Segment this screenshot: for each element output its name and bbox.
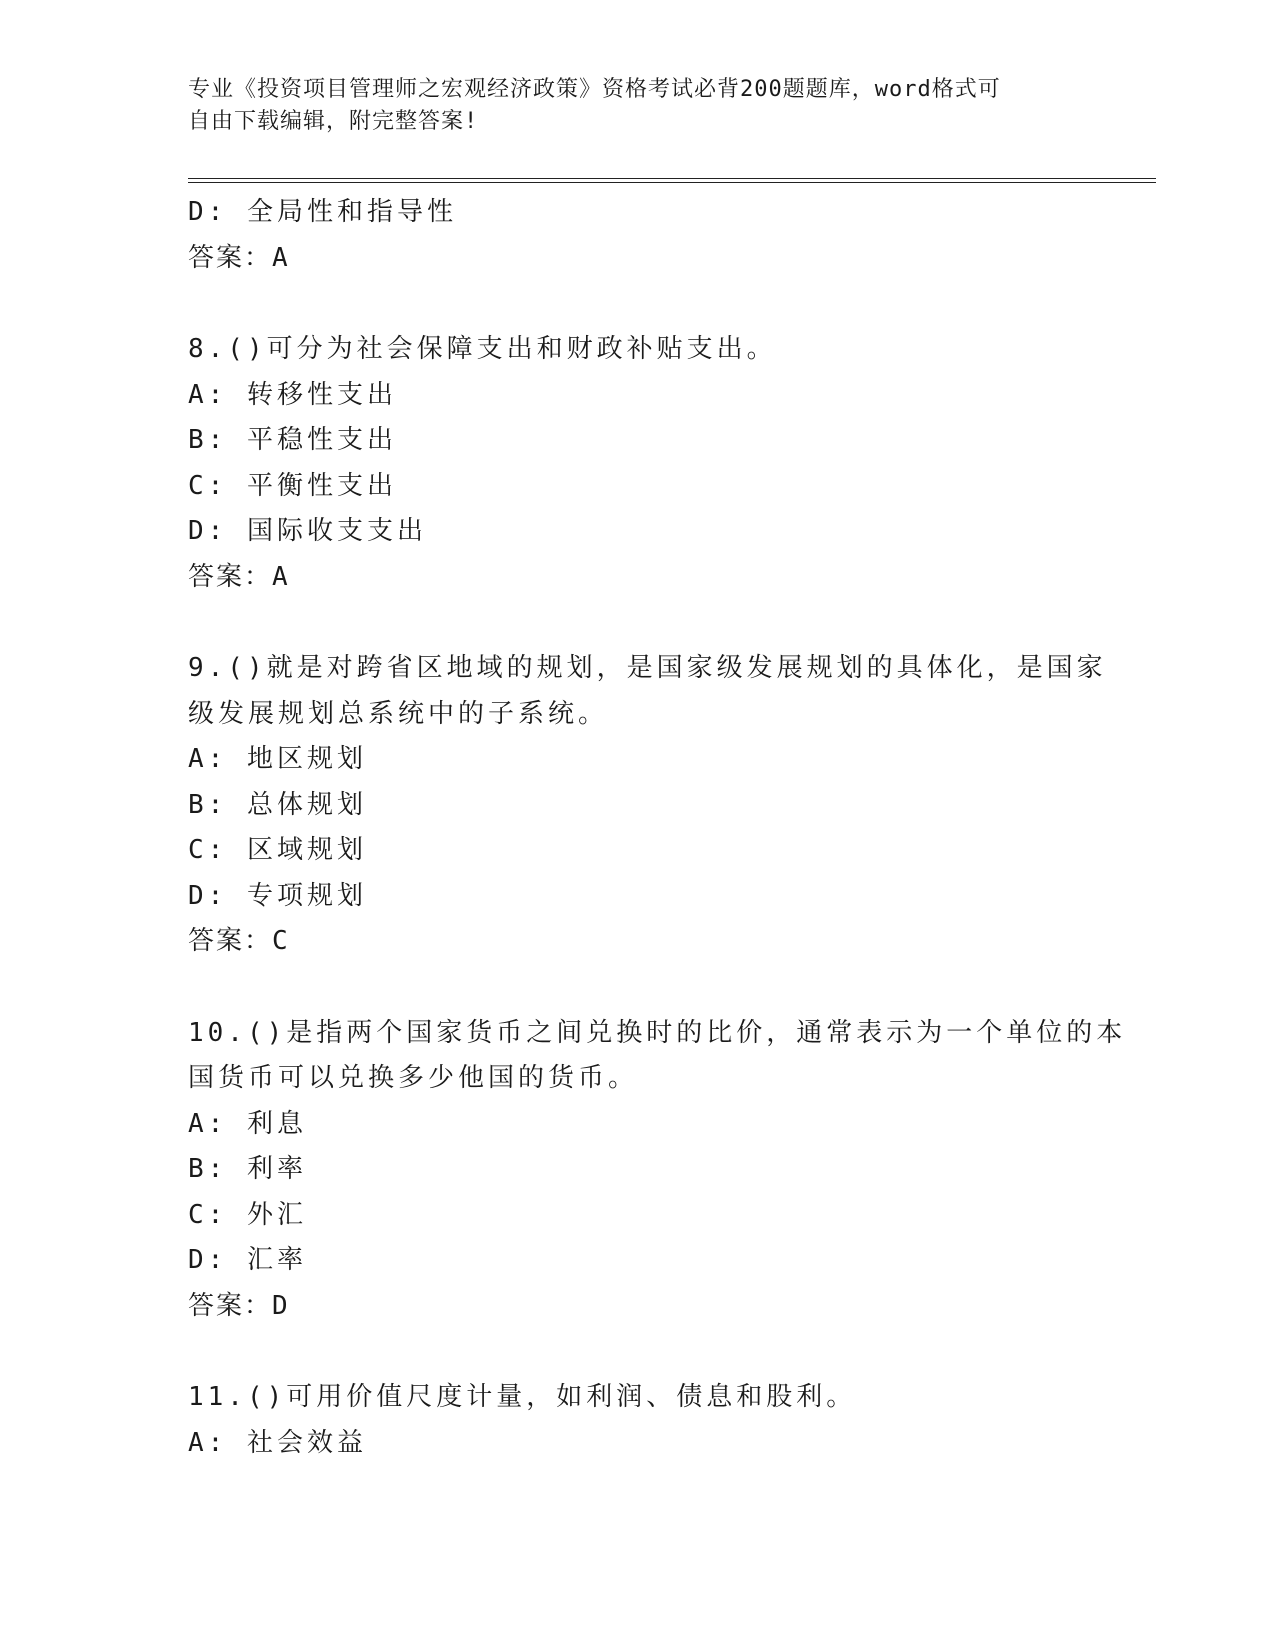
answer-line: 答案：C bbox=[188, 926, 290, 956]
question-8 bbox=[188, 327, 1088, 600]
option-b: B: 利率 bbox=[188, 1154, 307, 1184]
question-11 bbox=[188, 1375, 1088, 1466]
option-d: D: 全局性和指导性 bbox=[188, 197, 457, 227]
question-text: 11.()可用价值尺度计量，如利润、债息和股利。 bbox=[188, 1382, 857, 1412]
document-header bbox=[188, 74, 1088, 138]
option-b: B: 平稳性支出 bbox=[188, 425, 397, 455]
question-10 bbox=[188, 1011, 1127, 1330]
option-d: D: 专项规划 bbox=[188, 880, 367, 911]
option-a: A: 社会效益 bbox=[188, 1427, 367, 1458]
option-c: C: 区域规划 bbox=[188, 835, 367, 865]
header-line-1: 专业《投资项目管理师之宏观经济政策》资格考试必背200题题库，word格式可 bbox=[188, 77, 1001, 102]
previous-question-tail bbox=[188, 190, 1088, 281]
question-list bbox=[188, 190, 1127, 1466]
option-d: D: 国际收支支出 bbox=[188, 516, 427, 546]
option-c: C: 平衡性支出 bbox=[188, 470, 397, 501]
answer-line: 答案：D bbox=[188, 1290, 290, 1321]
option-d: D: 汇率 bbox=[188, 1245, 307, 1275]
option-b: B: 总体规划 bbox=[188, 789, 367, 820]
option-a: A: 利息 bbox=[188, 1108, 307, 1139]
header-line-2: 自由下载编辑，附完整答案! bbox=[188, 109, 479, 134]
question-9 bbox=[188, 646, 1107, 965]
question-text: 10.()是指两个国家货币之间兑换时的比价，通常表示为一个单位的本 bbox=[188, 1017, 1127, 1048]
option-a: A: 转移性支出 bbox=[188, 379, 397, 410]
option-c: C: 外汇 bbox=[188, 1199, 307, 1230]
question-text-continued: 国货币可以兑换多少他国的货币。 bbox=[188, 1063, 639, 1093]
question-text-continued: 级发展规划总系统中的子系统。 bbox=[188, 698, 609, 729]
question-text: 9.()就是对跨省区地域的规划，是国家级发展规划的具体化，是国家 bbox=[188, 653, 1107, 683]
answer-line: 答案：A bbox=[188, 242, 290, 273]
option-a: A: 地区规划 bbox=[188, 744, 367, 774]
header-divider bbox=[188, 178, 1156, 183]
question-text: 8.()可分为社会保障支出和财政补贴支出。 bbox=[188, 334, 777, 364]
answer-line: 答案：A bbox=[188, 561, 290, 592]
